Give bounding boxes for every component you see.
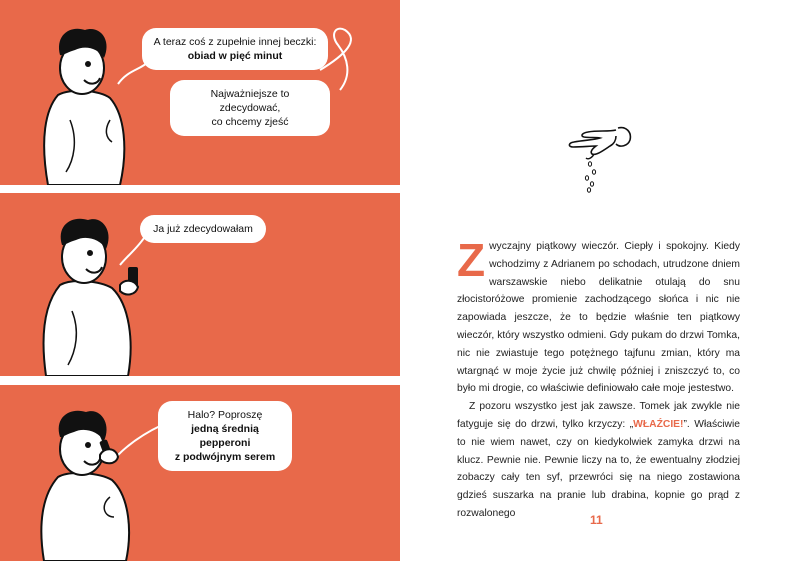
speech-bubble-3 <box>140 215 266 243</box>
paragraph-2-text-after: ”. Właściwie to nie wiem nawet, czy on kiedykolwiek zamyka drzwi na klucz. Pewnie nie. Pewnie liczy na to, że ewentualny złodziej zobaczy cały ten syf, przewróci się na niego zostawiona gdzieś suszarka na pranie lub drabina, kopnie go prąd z rozwalonego <box>457 418 741 519</box>
sprinkling-hand-icon <box>560 118 640 198</box>
page-number: 11 <box>590 513 603 527</box>
bubble-text: co chcemy zjeść <box>211 116 289 128</box>
paragraph-1 <box>457 234 740 398</box>
bubble-text: Najważniejsze to zdecydować, <box>210 88 290 114</box>
speech-bubble-4 <box>158 401 292 471</box>
comic-panel-1 <box>0 0 400 185</box>
paragraph-2-text-before: Z pozoru wszystko jest jak zawsze. Tomek jak zwykle nie fatyguje się do drzwi, tylko krzyczy: „ <box>457 401 740 430</box>
article-body <box>457 234 741 523</box>
bubble-bold-text: jedną średnią pepperoni <box>191 423 259 449</box>
bubble-text: Ja już zdecydowałam <box>153 223 253 235</box>
paragraph-2 <box>457 398 740 523</box>
comic-panel-2 <box>0 193 400 376</box>
paragraph-1-text: wyczajny piątkowy wieczór. Ciepły i spokojny. Kiedy wchodzimy z Adrianem po schodach, utrudzone dniem warszawskie niebo delikatnie otulają do snu złocistoróżowe promienie zachodzącego słońca i nic nie zapowiada jeszcze, że to będzie właśnie ten piątkowy wieczór, który wszystko odmieni. Gdy pukam do drzwi Tomka, nic nie zwiastuje tego potężnego tajfunu zmian, który ma wtargnąć w moje życie już chwilę później i zniszczyć to, co było mi drogie, co właściwie definiowało całe moje jestestwo. <box>457 241 740 395</box>
text-page <box>400 0 800 561</box>
bubble-bold-text: obiad w pięć minut <box>187 50 283 62</box>
speech-bubble-2 <box>170 80 330 136</box>
bubble-text: Halo? Poproszę <box>187 409 263 421</box>
speech-bubble-1 <box>142 28 328 70</box>
bubble-bold-text: z podwójnym serem <box>174 451 276 463</box>
highlighted-shout: WŁAŹCIE! <box>633 418 684 430</box>
dropcap: Z <box>457 234 486 286</box>
comic-panel-3 <box>0 385 400 561</box>
bubble-text: A teraz coś z zupełnie innej beczki: <box>153 36 317 48</box>
